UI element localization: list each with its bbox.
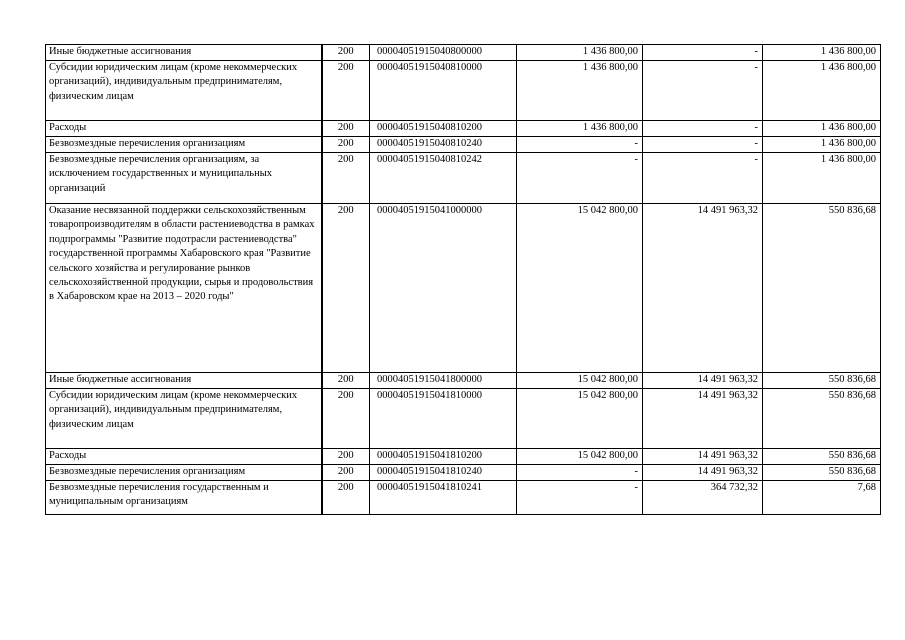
table-row <box>46 204 881 373</box>
row-executed: - <box>643 137 763 153</box>
row-budget-code: 00004051915041810241 <box>370 481 517 515</box>
row-code: 200 <box>322 481 370 515</box>
row-name: Расходы <box>46 121 322 137</box>
row-code: 200 <box>322 449 370 465</box>
row-budget-code: 00004051915041800000 <box>370 373 517 389</box>
row-executed: 364 732,32 <box>643 481 763 515</box>
row-remaining: 550 836,68 <box>763 465 881 481</box>
table-row <box>46 153 881 204</box>
row-approved: 1 436 800,00 <box>517 61 643 121</box>
row-executed: 14 491 963,32 <box>643 449 763 465</box>
row-code: 200 <box>322 61 370 121</box>
budget-execution-table <box>45 44 881 515</box>
row-name: Безвозмездные перечисления организациям <box>46 465 322 481</box>
row-name: Оказание несвязанной поддержки сельскохозяйственным товаропроизводителям в области растениеводства в рамках подпрограммы "Развитие подотрасли растениеводства" государственной программы Хабаровского края "Развитие сельского хозяйства и регулирование рынков сельскохозяйственной продукции, сырья и продовольствия в Хабаровском крае на 2013 – 2020 годы" <box>46 204 322 373</box>
row-code: 200 <box>322 121 370 137</box>
table-row <box>46 449 881 465</box>
row-remaining: 1 436 800,00 <box>763 137 881 153</box>
row-name: Субсидии юридическим лицам (кроме некоммерческих организаций), индивидуальным предпринимателям, физическим лицам <box>46 389 322 449</box>
row-name: Иные бюджетные ассигнования <box>46 373 322 389</box>
table-row <box>46 61 881 121</box>
row-executed: - <box>643 45 763 61</box>
row-approved: - <box>517 481 643 515</box>
row-remaining: 550 836,68 <box>763 389 881 449</box>
row-code: 200 <box>322 153 370 204</box>
table-row <box>46 465 881 481</box>
row-approved: 15 042 800,00 <box>517 373 643 389</box>
table-row <box>46 481 881 515</box>
row-budget-code: 00004051915040810242 <box>370 153 517 204</box>
row-name: Безвозмездные перечисления организациям, за исключением государственных и муниципальных организаций <box>46 153 322 204</box>
row-budget-code: 00004051915041810240 <box>370 465 517 481</box>
row-approved: 15 042 800,00 <box>517 449 643 465</box>
row-budget-code: 00004051915040800000 <box>370 45 517 61</box>
row-code: 200 <box>322 389 370 449</box>
table-row <box>46 373 881 389</box>
row-remaining: 1 436 800,00 <box>763 153 881 204</box>
row-approved: - <box>517 153 643 204</box>
row-executed: - <box>643 153 763 204</box>
table-row <box>46 137 881 153</box>
row-budget-code: 00004051915040810240 <box>370 137 517 153</box>
row-budget-code: 00004051915041810200 <box>370 449 517 465</box>
table-row <box>46 121 881 137</box>
table-row <box>46 45 881 61</box>
row-executed: 14 491 963,32 <box>643 373 763 389</box>
row-executed: 14 491 963,32 <box>643 204 763 373</box>
row-approved: 1 436 800,00 <box>517 45 643 61</box>
row-remaining: 550 836,68 <box>763 449 881 465</box>
row-code: 200 <box>322 204 370 373</box>
row-approved: 15 042 800,00 <box>517 389 643 449</box>
row-approved: 15 042 800,00 <box>517 204 643 373</box>
row-name: Безвозмездные перечисления государственным и муниципальным организациям <box>46 481 322 515</box>
table-row <box>46 389 881 449</box>
row-name: Иные бюджетные ассигнования <box>46 45 322 61</box>
row-name: Безвозмездные перечисления организациям <box>46 137 322 153</box>
row-approved: - <box>517 465 643 481</box>
row-remaining: 550 836,68 <box>763 204 881 373</box>
row-code: 200 <box>322 373 370 389</box>
row-code: 200 <box>322 45 370 61</box>
row-budget-code: 00004051915040810200 <box>370 121 517 137</box>
row-executed: 14 491 963,32 <box>643 389 763 449</box>
row-budget-code: 00004051915041000000 <box>370 204 517 373</box>
row-approved: 1 436 800,00 <box>517 121 643 137</box>
row-budget-code: 00004051915041810000 <box>370 389 517 449</box>
row-name: Расходы <box>46 449 322 465</box>
row-code: 200 <box>322 137 370 153</box>
row-executed: 14 491 963,32 <box>643 465 763 481</box>
row-code: 200 <box>322 465 370 481</box>
row-remaining: 550 836,68 <box>763 373 881 389</box>
row-executed: - <box>643 121 763 137</box>
row-remaining: 1 436 800,00 <box>763 45 881 61</box>
row-remaining: 1 436 800,00 <box>763 121 881 137</box>
row-remaining: 7,68 <box>763 481 881 515</box>
row-budget-code: 00004051915040810000 <box>370 61 517 121</box>
row-remaining: 1 436 800,00 <box>763 61 881 121</box>
row-executed: - <box>643 61 763 121</box>
row-name: Субсидии юридическим лицам (кроме некоммерческих организаций), индивидуальным предпринимателям, физическим лицам <box>46 61 322 121</box>
row-approved: - <box>517 137 643 153</box>
